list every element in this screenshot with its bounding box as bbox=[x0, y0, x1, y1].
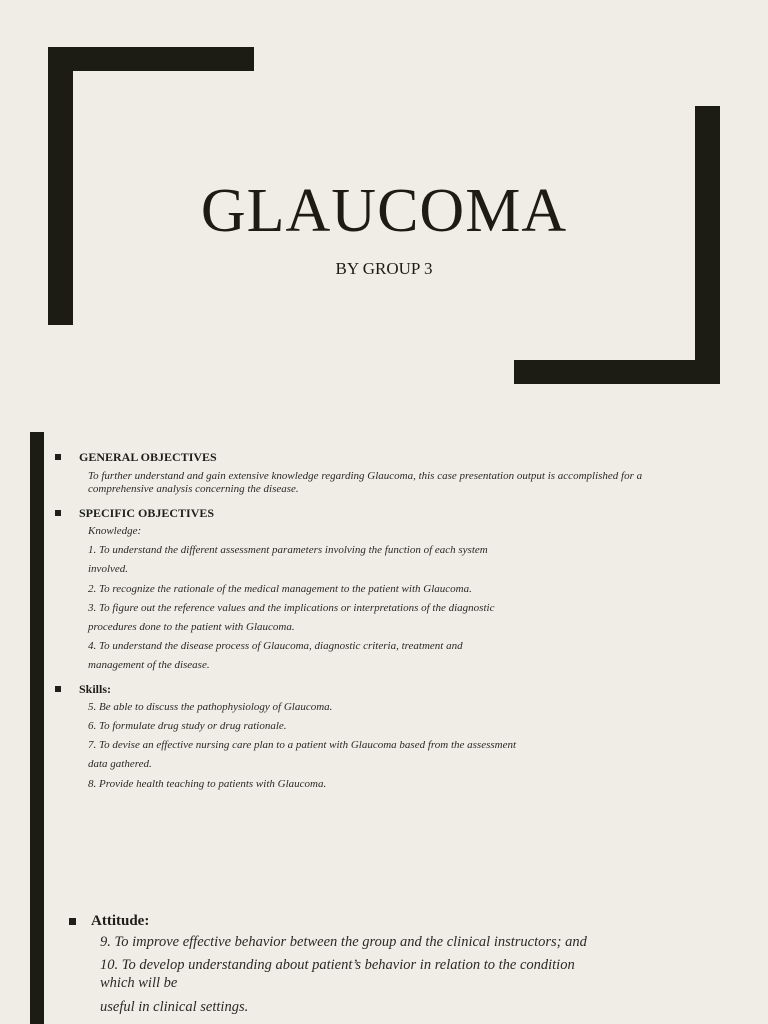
skills-line: 7. To devise an effective nursing care plan to a patient with Glaucoma based from the assessment bbox=[88, 739, 517, 751]
title-slide bbox=[0, 0, 768, 420]
skills-line: 5. Be able to discuss the pathophysiology of Glaucoma. bbox=[88, 701, 333, 713]
specific-objectives-line: Knowledge: bbox=[88, 525, 142, 537]
square-bullet-icon bbox=[55, 686, 61, 692]
attitude-heading: Attitude: bbox=[91, 913, 150, 929]
slide-title: GLAUCOMA bbox=[200, 177, 568, 245]
slide-subtitle: BY GROUP 3 bbox=[335, 259, 433, 278]
specific-objectives-heading: SPECIFIC OBJECTIVES bbox=[79, 505, 215, 520]
bottom-right-bracket-horizontal bbox=[514, 360, 720, 384]
bullet-skills bbox=[55, 681, 112, 696]
attitude-line: 10. To develop understanding about patient’s behavior in relation to the condition bbox=[100, 957, 575, 973]
skills-line: 6. To formulate drug study or drug rationale. bbox=[88, 720, 287, 732]
left-accent-bar bbox=[30, 866, 44, 1024]
skills-line: 8. Provide health teaching to patients with Glaucoma. bbox=[88, 778, 327, 790]
square-bullet-icon bbox=[55, 510, 61, 516]
attitude-slide bbox=[0, 866, 768, 1024]
objectives-slide bbox=[0, 432, 768, 866]
skills-line: data gathered. bbox=[88, 758, 152, 770]
left-accent-bar bbox=[30, 432, 44, 866]
general-objectives-heading: GENERAL OBJECTIVES bbox=[79, 449, 217, 464]
attitude-line: useful in clinical settings. bbox=[100, 999, 249, 1015]
top-left-bracket-horizontal bbox=[48, 47, 254, 71]
specific-objectives-line: 2. To recognize the rationale of the medical management to the patient with Glaucoma. bbox=[88, 583, 472, 595]
specific-objectives-line: management of the disease. bbox=[88, 659, 210, 671]
bullet-general-objectives bbox=[55, 449, 217, 464]
specific-objectives-line: 4. To understand the disease process of Glaucoma, diagnostic criteria, treatment and bbox=[88, 640, 463, 652]
square-bullet-icon bbox=[55, 454, 61, 460]
specific-objectives-line: 3. To figure out the reference values and the implications or interpretations of the diagnostic bbox=[88, 602, 495, 614]
attitude-line: 9. To improve effective behavior between the group and the clinical instructors; and bbox=[100, 934, 587, 950]
bullet-attitude bbox=[69, 913, 150, 929]
general-objectives-line: To further understand and gain extensive knowledge regarding Glaucoma, this case presentation output is accomplished for a bbox=[88, 470, 643, 482]
bullet-specific-objectives bbox=[55, 505, 215, 520]
skills-heading: Skills: bbox=[79, 681, 112, 696]
specific-objectives-line: 1. To understand the different assessment parameters involving the function of each system bbox=[88, 544, 488, 556]
specific-objectives-line: procedures done to the patient with Glaucoma. bbox=[88, 621, 295, 633]
square-bullet-icon bbox=[69, 918, 76, 925]
general-objectives-line: comprehensive analysis concerning the disease. bbox=[88, 483, 299, 495]
attitude-line: which will be bbox=[100, 975, 178, 991]
specific-objectives-line: involved. bbox=[88, 563, 129, 575]
